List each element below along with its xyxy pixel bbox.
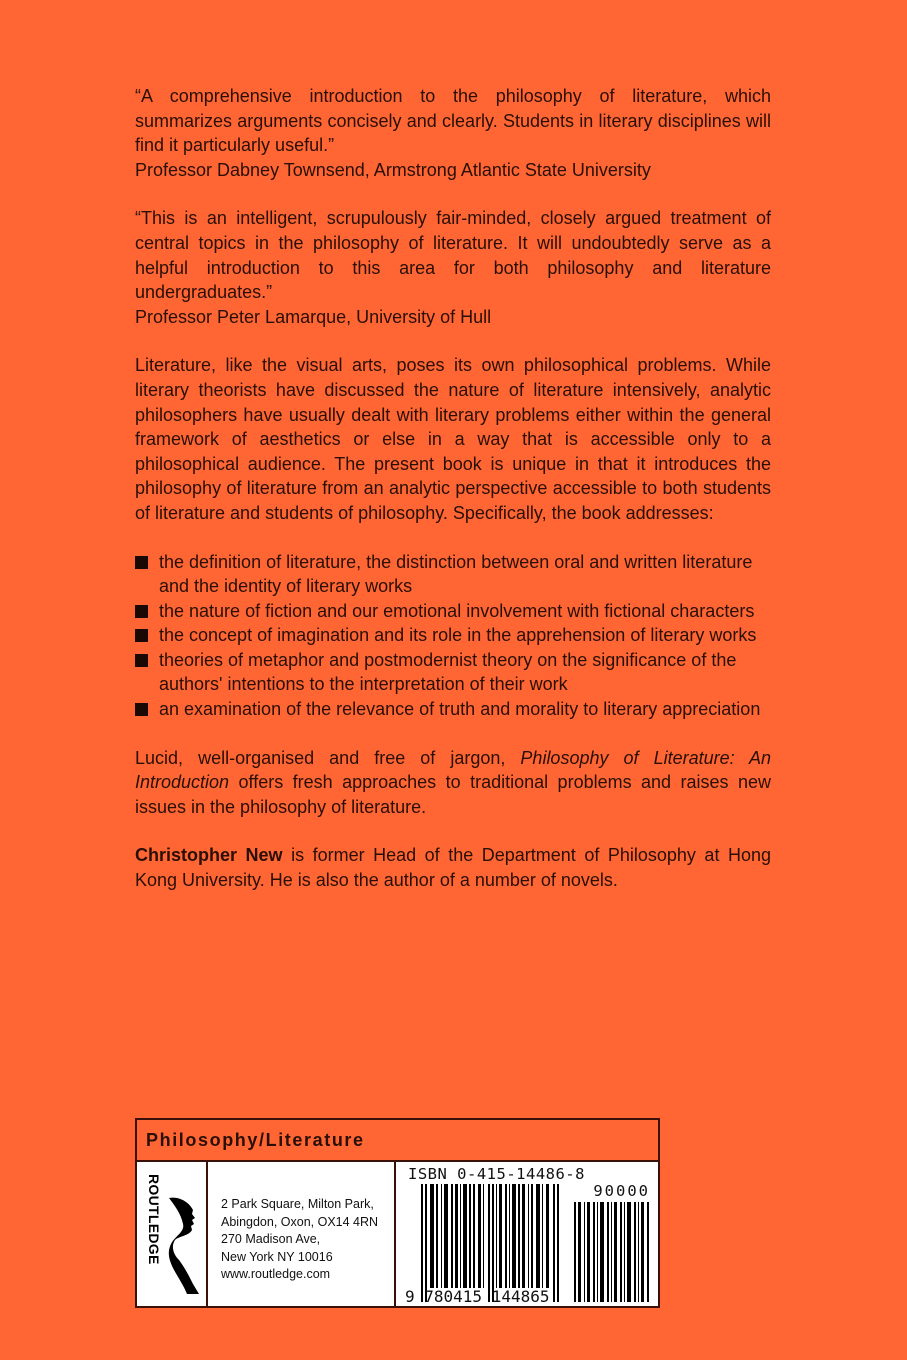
square-bullet-icon — [135, 654, 148, 667]
bio-text: is former Head of the Department of Philosophy at Hong Kong University. He is also the author of a number of novels. — [135, 845, 771, 891]
address-line: 2 Park Square, Milton Park, — [221, 1197, 374, 1211]
publisher-address — [208, 1162, 396, 1306]
topic-text: the nature of fiction and our emotional involvement with fictional characters — [159, 600, 755, 621]
publisher-website: www.routledge.com — [221, 1267, 331, 1281]
topic-text: the concept of imagination and its role in the apprehension of literary works — [159, 625, 757, 646]
square-bullet-icon — [135, 556, 148, 569]
list-item — [135, 697, 771, 722]
topic-text: the definition of literature, the distinction between oral and written literature and the identity of literary works — [159, 551, 753, 597]
publisher-logo-text: ROUTLEDGE — [146, 1174, 162, 1265]
summary-text: offers fresh approaches to traditional problems and raises new issues in the philosophy of literature. — [135, 772, 771, 817]
quote-attribution: Professor Peter Lamarque, University of Hull — [135, 306, 492, 327]
review-quote-1 — [135, 84, 771, 182]
back-cover-text — [135, 84, 771, 893]
subject-category: Philosophy/Literature — [137, 1120, 658, 1162]
quote-attribution: Professor Dabney Townsend, Armstrong Atlantic State University — [135, 159, 651, 180]
list-item — [135, 599, 771, 624]
quote-text: “A comprehensive introduction to the philosophy of literature, which summarizes arguments concisely and clearly. Students in literary disciplines will find it particularly useful.” — [135, 86, 771, 156]
book-description: Literature, like the visual arts, poses its own philosophical problems. While literary theorists have discussed the nature of literature intensively, analytic philosophers have usually dealt with literary problems either within the general framework of aesthetics or else in a way that is accessible only to a philosophical audience. The present book is unique in that it introduces the philosophy of literature from an analytic perspective accessible to both students of literature and students of philosophy. Specifically, the book addresses: — [135, 355, 771, 523]
publisher-logo — [137, 1162, 208, 1306]
square-bullet-icon — [135, 629, 148, 642]
square-bullet-icon — [135, 703, 148, 716]
book-title: Philosophy of Literature: An Introduction — [135, 747, 771, 793]
list-item — [135, 648, 771, 697]
author-bio — [135, 843, 771, 892]
ean-number: 9 780415 144865 — [405, 1287, 550, 1306]
quote-text: “This is an intelligent, scrupulously fair-minded, closely argued treatment of central topics in the philosophy of literature. It will undoubtedly serve as a helpful introduction to this area for both philosophy and literature undergraduates.” — [135, 208, 771, 303]
list-item — [135, 550, 771, 599]
square-bullet-icon — [135, 605, 148, 618]
routledge-faces-icon — [167, 1196, 201, 1296]
list-item — [135, 623, 771, 648]
summary-paragraph — [135, 746, 771, 820]
topics-list — [135, 550, 771, 722]
address-line: 270 Madison Ave, — [221, 1232, 321, 1246]
address-line: Abingdon, Oxon, OX14 4RN — [221, 1214, 379, 1229]
ean-barcode-icon — [421, 1184, 566, 1302]
author-name: Christopher New — [135, 845, 283, 866]
isbn-barcode — [396, 1162, 658, 1306]
address-line: New York NY 10016 — [221, 1249, 333, 1264]
topic-text: theories of metaphor and postmodernist theory on the significance of the authors' intentions to the interpretation of their work — [159, 649, 737, 695]
addon-barcode-icon — [574, 1202, 652, 1302]
price-code: 90000 — [593, 1182, 650, 1200]
publisher-info-box — [135, 1118, 660, 1308]
review-quote-2 — [135, 206, 771, 329]
summary-text: Lucid, well-organised and free of jargon, — [135, 747, 521, 768]
isbn-number: ISBN 0-415-14486-8 — [408, 1165, 585, 1183]
topic-text: an examination of the relevance of truth and morality to literary appreciation — [159, 699, 761, 720]
